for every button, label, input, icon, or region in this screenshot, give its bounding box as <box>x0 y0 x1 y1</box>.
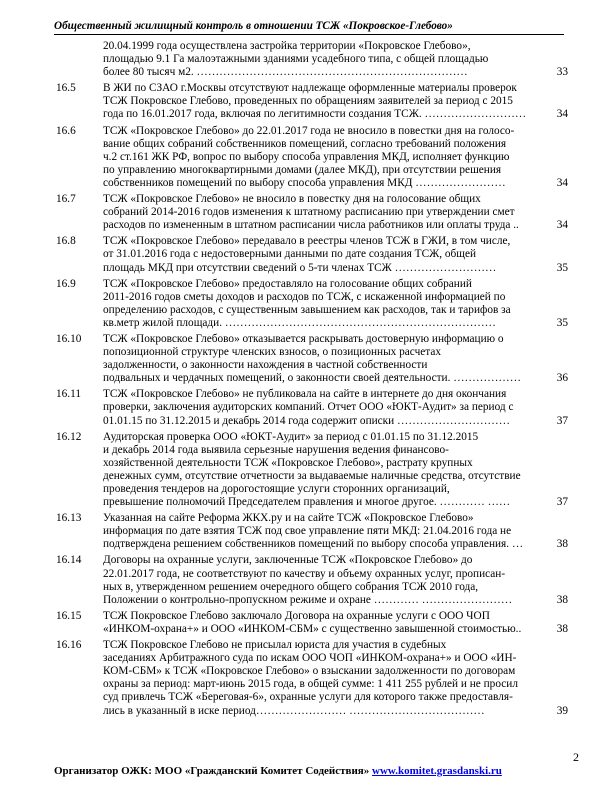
toc-entry-line: по управлению многоквартирными домами (далее МКД), при отсутствии решения <box>103 163 502 176</box>
toc-entry-line: от 31.01.2016 года с недостоверными данными по дате создания ТСЖ, общей <box>103 248 477 261</box>
toc-entry-number: 16.11 <box>56 388 81 401</box>
toc-entry-page: 34 <box>556 219 568 232</box>
toc-entry[interactable] <box>56 554 576 606</box>
toc-entry-line: площадью 9.1 Га малоэтажными зданиями усадебного типа, с общей площадью <box>103 53 489 66</box>
toc-entry-line: ТСЖ Покровское Глебово, проведенных по обращениям заявителей за период с 2015 <box>103 95 513 108</box>
toc-entry-page: 39 <box>556 704 568 717</box>
toc-entry[interactable] <box>56 82 576 121</box>
toc-entry-line: охраны за период: март-июнь 2015 года, в общей сумме: 1 411 255 рублей и не просил <box>103 678 518 691</box>
toc-entry-line: попозиционной структуре членских взносов, о позиционных расчетах <box>103 346 442 359</box>
toc-entry-text <box>103 193 549 232</box>
toc-entry-line: ТСЖ «Покровское Глебово» предоставляло на голосование общих собраний <box>103 277 472 290</box>
toc-entry-page: 33 <box>556 66 568 79</box>
toc-entry-line: «ИНКОМ-охрана+» и ООО «ИНКОМ-СБМ» с существенно завышенной стоимостью.. <box>103 622 522 635</box>
toc-entry-line: определению расходов, с существенным завышением как расходов, так и тарифов за <box>103 303 511 316</box>
toc-entry-line: подтверждена решением собственников помещений по выбору способа управления. … <box>103 538 524 551</box>
toc-entry-page: 38 <box>556 622 568 635</box>
toc-entry-line: Договоры на охранные услуги, заключенные ТСЖ «Покровское Глебово» до <box>103 554 473 567</box>
toc-entry-line: ТСЖ «Покровское Глебово» отказывается раскрывать достоверную информацию о <box>103 332 504 345</box>
toc-entry[interactable] <box>56 333 576 385</box>
toc-entry[interactable] <box>56 235 576 274</box>
toc-entry-line: расходов по измененным в штатном расписании числа работников или оплаты труда .. <box>103 219 519 232</box>
toc-entry-line: хозяйственной деятельности ТСЖ «Покровское Глебово», растрату крупных <box>103 456 473 469</box>
toc-entry-line: собственников помещений по выбору способа управления МКД …………………… <box>103 176 506 189</box>
toc-entry-line: Указанная на сайте Реформа ЖКХ.ру и на сайте ТСЖ «Покровское Глебово» <box>103 512 474 525</box>
toc-entry-text <box>103 235 549 274</box>
toc-entry-line: превышение полномочий Председателем правления и многое другое. ………… …… <box>103 496 511 509</box>
footer-organizer-text: Организатор ОЖК: МОО «Гражданский Комитет Содействия» <box>54 765 373 777</box>
toc-entry-text <box>103 82 549 121</box>
toc-entry-line: более 80 тысяч м2. ……………………………………………………………… <box>103 66 468 79</box>
toc-entry-number: 16.6 <box>56 124 76 137</box>
toc-entry-page: 34 <box>556 176 568 189</box>
toc-entry-line: ТСЖ «Покровское Глебово» не вносило в повестку дня на голосование общих <box>103 193 481 206</box>
toc-entry[interactable] <box>56 639 576 718</box>
toc-entry-line: площадь МКД при отсутствии сведений о 5-ти членах ТСЖ ……………………… <box>103 261 497 274</box>
toc-entry-number: 16.7 <box>56 193 76 206</box>
toc-entry-line: 22.01.2017 года, не соответствуют по качеству и объему охранных услуг, прописан- <box>103 567 506 580</box>
toc-entry-page: 38 <box>556 593 568 606</box>
toc-entry-line: 01.01.15 по 31.12.2015 и декабрь 2014 года содержит описки ………………………… <box>103 414 510 427</box>
toc-entry-text <box>103 610 549 636</box>
toc-entry-line: Положении о контрольно-пропускном режиме и охране ………… …………………… <box>103 593 513 606</box>
toc-entry-line: информация по дате взятия ТСЖ под свое управление пяти МКД: 21.04.2016 года не <box>103 525 512 538</box>
toc-entry-page: 35 <box>556 261 568 274</box>
toc-entry-line: вание общих собраний собственников помещений, согласно требований положения <box>103 137 507 150</box>
toc-entry-number: 16.13 <box>56 512 82 525</box>
toc-entry-line: ных в, утвержденном решением очередного общего собрания ТСЖ 2010 года, <box>103 580 479 593</box>
toc-entry[interactable] <box>56 40 576 79</box>
toc-entry-number: 16.14 <box>56 554 82 567</box>
page-footer <box>54 765 554 777</box>
toc-entry-line: задолженности, о законности нахождения в частной собственности <box>103 359 428 372</box>
toc-entry-line: заседаниях Арбитражного суда по искам ООО ЧОП «ИНКОМ-охрана+» и ООО «ИН- <box>103 652 517 665</box>
toc-entry[interactable] <box>56 512 576 551</box>
toc-entry-text <box>103 388 549 427</box>
toc-entry-line: ч.2 ст.161 ЖК РФ, вопрос по выбору способа управления МКД, исполняет функцию <box>103 150 510 163</box>
toc-entry-line: и декабрь 2014 года выявила серьезные нарушения ведения финансово- <box>103 443 449 456</box>
page-header: Общественный жилищный контроль в отношении ТСЖ «Покровское-Глебово» <box>54 20 564 35</box>
toc-entry-line: В ЖИ по СЗАО г.Москвы отсутствуют надлежаще оформленные материалы проверок <box>103 82 517 95</box>
toc-entry-line: лись в указанный в иске период…………………… ……………………………… <box>103 704 485 717</box>
toc-entry-text <box>103 512 549 551</box>
page-number: 2 <box>573 750 579 764</box>
toc-entry-line: ТСЖ «Покровское Глебово» до 22.01.2017 года не вносило в повестки дня на голосо- <box>103 124 515 137</box>
toc-entry-line: 20.04.1999 года осуществлена застройка территории «Покровское Глебово», <box>103 40 471 52</box>
toc-entry[interactable] <box>56 610 576 636</box>
table-of-contents <box>56 40 576 721</box>
toc-entry-text <box>103 639 549 718</box>
toc-entry[interactable] <box>56 431 576 510</box>
toc-entry-number: 16.8 <box>56 235 76 248</box>
toc-entry-line: проверки, заключения аудиторских компаний. Отчет ООО «ЮКТ-Аудит» за период с <box>103 401 514 414</box>
toc-entry-number: 16.9 <box>56 277 76 290</box>
toc-entry-text <box>103 554 549 606</box>
toc-entry-page: 34 <box>556 108 568 121</box>
toc-entry-page: 36 <box>556 372 568 385</box>
toc-entry-number: 16.15 <box>56 609 82 622</box>
toc-entry[interactable] <box>56 125 576 190</box>
footer-website-link[interactable]: www.komitet.grasdanski.ru <box>372 765 502 777</box>
toc-entry[interactable] <box>56 388 576 427</box>
toc-entry-page: 35 <box>556 316 568 329</box>
toc-entry-number: 16.16 <box>56 639 82 652</box>
toc-entry[interactable] <box>56 193 576 232</box>
toc-entry-number: 16.5 <box>56 82 76 95</box>
toc-entry-line: Аудиторская проверка ООО «ЮКТ-Аудит» за период с 01.01.15 по 31.12.2015 <box>103 430 479 443</box>
toc-entry-page: 37 <box>556 496 568 509</box>
toc-entry-line: денежных сумм, отсутствие отчетности за выдаваемые наличные средства, отсутствие <box>103 469 521 482</box>
toc-entry-number: 16.12 <box>56 430 82 443</box>
toc-entry-line: 2011-2016 годов сметы доходов и расходов по ТСЖ, с искаженной информацией по <box>103 290 506 303</box>
toc-entry-line: ТСЖ Покровское Глебово не присылал юриста для участия в судебных <box>103 639 447 652</box>
toc-entry-line: кв.метр жилой площади. ……………………………………………………………… <box>103 316 496 329</box>
toc-entry-text <box>103 333 549 385</box>
toc-entry[interactable] <box>56 278 576 330</box>
toc-entry-page: 38 <box>556 538 568 551</box>
toc-entry-line: КОМ-СБМ» к ТСЖ «Покровское Глебово» о взыскании задолженности по договорам <box>103 665 516 678</box>
toc-entry-line: ТСЖ «Покровское Глебово» передавало в реестры членов ТСЖ в ГЖИ, в том числе, <box>103 235 511 248</box>
toc-entry-text <box>103 431 549 510</box>
toc-entry-line: суд привлечь ТСЖ «Береговая-6», охранные услуги для которого также предоставля- <box>103 691 513 704</box>
toc-entry-text <box>103 125 549 190</box>
toc-entry-line: года по 16.01.2017 года, включая по легитимности создания ТСЖ. ……………………… <box>103 108 527 121</box>
toc-entry-text <box>103 40 549 79</box>
toc-entry-text <box>103 278 549 330</box>
toc-entry-page: 37 <box>556 414 568 427</box>
toc-entry-line: подвальных и чердачных помещений, о законности своей деятельности. ……………… <box>103 372 522 385</box>
toc-entry-line: собраний 2014-2016 годов изменения к штатному расписанию при утверждении смет <box>103 206 515 219</box>
toc-entry-line: ТСЖ «Покровское Глебово» не публиковала на сайте в интернете до дня окончания <box>103 388 507 401</box>
toc-entry-number: 16.10 <box>56 332 82 345</box>
toc-entry-line: проведения тендеров на дорогостоящие услуги сторонних организаций, <box>103 483 450 495</box>
toc-entry-line: ТСЖ Покровское Глебово заключало Договора на охранные услуги с ООО ЧОП <box>103 609 490 622</box>
